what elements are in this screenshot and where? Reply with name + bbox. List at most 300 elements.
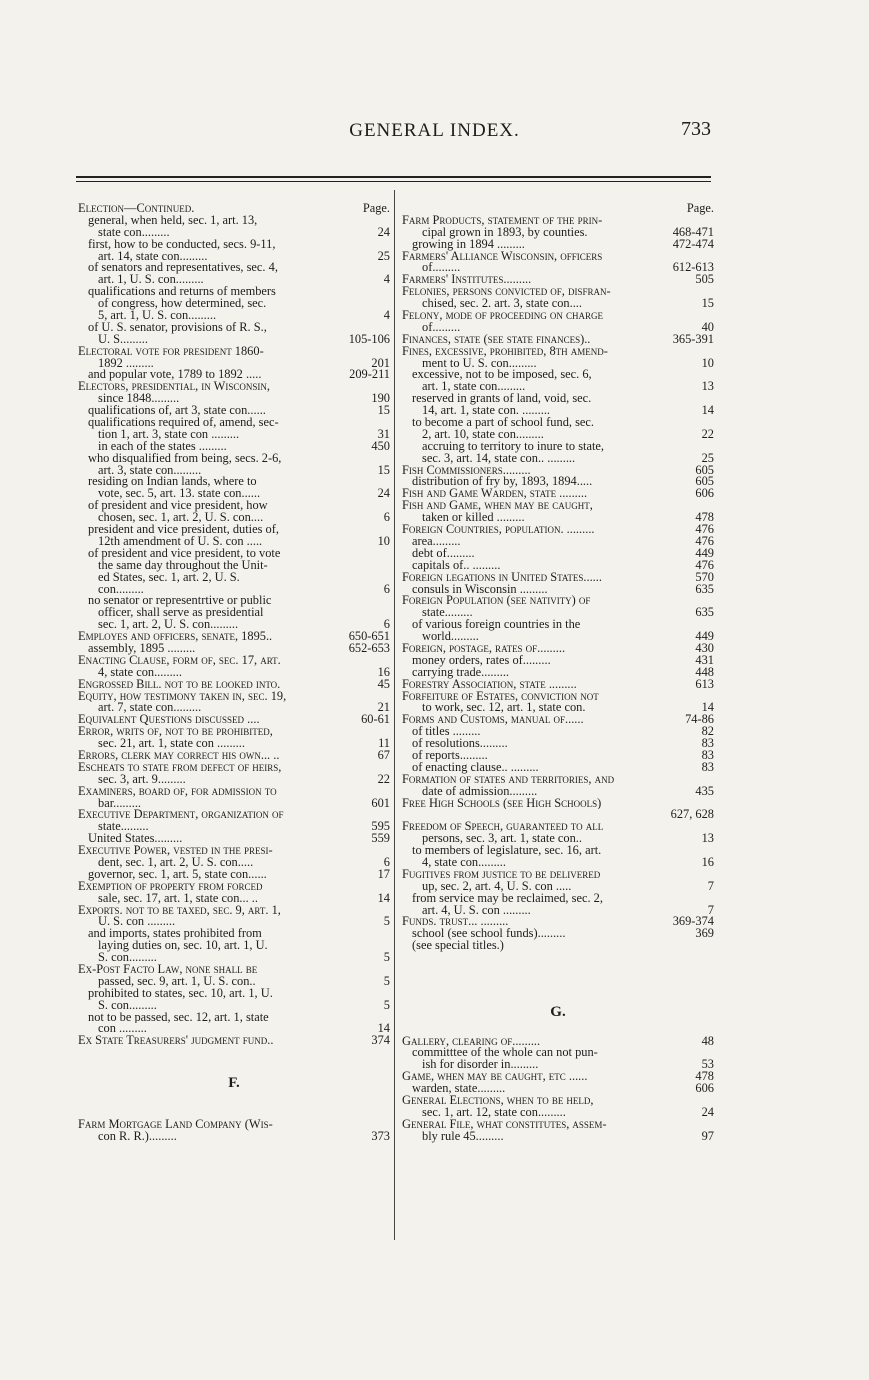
index-entry-line [402, 1107, 714, 1119]
index-entry-text: and popular vote, 1789 to 1892 ..... [88, 369, 262, 382]
index-entry-text: Felony, mode of proceeding on charge [402, 310, 603, 322]
index-entry-line [78, 405, 390, 417]
index-entry-text: art. 7, state con......... [98, 702, 202, 715]
index-entry-text: Fines, excessive, prohibited, 8th amend- [402, 345, 608, 358]
index-entry-line [402, 286, 714, 298]
index-entry-line [78, 560, 390, 572]
index-entry-line [78, 465, 390, 477]
index-entry-line [402, 809, 714, 821]
index-entry-line [402, 928, 714, 940]
index-entry-line [402, 667, 714, 679]
index-entry-text: up, sec. 2, art. 4, U. S. con ..... [422, 880, 572, 893]
index-entry-page: 15 [375, 465, 390, 477]
index-entry-line [402, 465, 714, 477]
index-entry-line [402, 251, 714, 263]
index-entry-page: 570 [692, 572, 714, 584]
index-entry-page: 15 [375, 405, 390, 417]
index-entry-line [402, 916, 714, 928]
index-entry-line [402, 476, 714, 488]
index-entry-text: warden, state......... [412, 1083, 506, 1096]
index-entry-line [402, 679, 714, 691]
index-entry-line [402, 726, 714, 738]
index-entry-line [402, 369, 714, 381]
index-entry-line [402, 905, 714, 917]
index-entry-text: Farmers' Alliance Wisconsin, officers [402, 250, 603, 263]
index-entry-page: 373 [368, 1131, 390, 1143]
index-entry-page: 22 [699, 429, 714, 441]
index-entry-text: Executive Department, organization of [78, 809, 284, 822]
index-entry-text: art. 1, state con......... [422, 381, 526, 394]
index-entry-line [402, 845, 714, 857]
index-entry-text: Farmers' Institutes......... [402, 274, 532, 287]
index-entry-text: chised, sec. 2. art. 3, state con.... [422, 298, 582, 311]
index-entry-text: and imports, states prohibited from [88, 928, 262, 941]
index-entry-page: 605 [692, 476, 714, 488]
index-entry-page: 505 [692, 274, 714, 286]
index-entry-text: Foreign Countries, population. ......... [402, 524, 595, 536]
index-entry-line [78, 798, 390, 810]
index-entry-text: S. con......... [98, 952, 157, 964]
index-entry-text: of titles ......... [412, 726, 481, 739]
index-entry-text: Funds. trust... ......... [402, 916, 509, 929]
index-entry-text: state con......... [98, 226, 170, 239]
index-entry-text: of reports......... [412, 749, 488, 762]
index-entry-text: Electors, presidential, in Wisconsin, [78, 381, 270, 394]
index-entry-text: excessive, not to be imposed, sec. 6, [412, 369, 592, 382]
index-entry-page: 24 [375, 488, 390, 500]
index-entry-line [78, 1023, 390, 1035]
index-entry-text: not to be passed, sec. 12, art. 1, state [88, 1011, 269, 1024]
index-entry-page: 13 [699, 833, 714, 845]
index-entry-text: sec. 3, art. 9......... [98, 773, 186, 786]
index-entry-page: 22 [375, 774, 390, 786]
index-entry-text: residing on Indian lands, where to [88, 476, 257, 489]
index-entry-line [78, 381, 390, 393]
index-entry-text: who disqualified from being, secs. 2-6, [88, 452, 282, 465]
index-entry-line [402, 310, 714, 322]
index-entry-line [402, 643, 714, 655]
index-entry-line [402, 821, 714, 833]
index-entry-text: Examiners, board of, for admission to [78, 785, 277, 798]
index-entry-text: reserved in grants of land, void, sec. [412, 393, 592, 406]
index-entry-page: 435 [692, 786, 714, 798]
index-entry-page: 449 [692, 548, 714, 560]
index-entry-text: Ex State Treasurers' judgment fund.. [78, 1035, 274, 1048]
index-entry-line [78, 738, 390, 750]
index-entry-line [402, 869, 714, 881]
index-entry-line [78, 417, 390, 429]
index-entry-text: qualifications required of, amend, sec- [88, 417, 279, 429]
index-entry-line [402, 584, 714, 596]
index-entry-text: art. 1, U. S. con......... [98, 274, 204, 287]
index-entry-line [78, 369, 390, 381]
index-entry-line [78, 1035, 390, 1047]
index-entry-text: ment to U. S. con......... [422, 357, 537, 370]
index-entry-page: 13 [699, 381, 714, 393]
index-entry-line [78, 952, 390, 964]
index-entry-text: officer, shall serve as presidential [98, 607, 264, 620]
index-entry-line [78, 691, 390, 703]
index-entry-text: Farm Mortgage Land Company (Wis- [78, 1118, 273, 1131]
index-entry-text: money orders, rates of......... [412, 654, 551, 667]
index-entry-text: of......... [422, 321, 461, 334]
index-entry-line [78, 548, 390, 560]
index-entry-line [402, 1095, 714, 1107]
index-entry-page: 14 [699, 405, 714, 417]
index-entry-page: 25 [699, 453, 714, 465]
index-entry-page: 476 [692, 524, 714, 536]
index-entry-line [402, 857, 714, 869]
index-entry-line [402, 488, 714, 500]
index-entry-line [78, 393, 390, 405]
index-entry-page: 74-86 [682, 714, 714, 726]
index-entry-page: 374 [368, 1035, 390, 1047]
index-entry-text: to become a part of school fund, sec. [412, 417, 595, 429]
index-entry-page: 595 [368, 821, 390, 833]
index-entry-page: 7 [705, 905, 714, 917]
index-entry-text: Foreign, postage, rates of......... [402, 642, 566, 655]
index-entry-text: vote, sec. 5, art. 13. state con...... [98, 488, 261, 501]
spacer [78, 1107, 390, 1119]
page-header-title: GENERAL INDEX. [349, 120, 520, 141]
index-entry-line [402, 536, 714, 548]
index-entry-line [78, 441, 390, 453]
index-entry-text: Foreign Population (see nativity) of [402, 595, 591, 608]
index-entry-text: cipal grown in 1893, by counties. [422, 226, 588, 239]
index-entry-line [402, 833, 714, 845]
index-entry-line [78, 239, 390, 251]
index-entry-text: Fish and Game Warden, state ......... [402, 488, 588, 501]
index-entry-text: ish for disorder in......... [422, 1059, 539, 1072]
index-entry-text: in each of the states ......... [98, 440, 227, 453]
index-entry-line [78, 298, 390, 310]
index-entry-line [402, 1047, 714, 1059]
index-entry-line [402, 560, 714, 572]
index-column-right [402, 203, 714, 1143]
index-entry-line [78, 845, 390, 857]
index-entry-text: Forfeiture of Estates, conviction not [402, 690, 599, 703]
index-entry-text: state......... [422, 607, 473, 620]
index-entry-text: Engrossed Bill. not to be looked into. [78, 678, 281, 691]
index-entry-text: of president and vice president, to vote [88, 547, 281, 560]
index-entry-text: sec. 1, art. 2, U. S. con......... [98, 619, 239, 632]
index-entry-text: distribution of fry by, 1893, 1894..... [412, 476, 593, 489]
index-entry-line [78, 334, 390, 346]
index-entry-text: growing in 1894 ......... [412, 238, 525, 251]
index-entry-line [402, 441, 714, 453]
index-entry-page: 21 [375, 702, 390, 714]
index-entry-text: laying duties on, sec. 10, art. 1, U. [98, 940, 268, 953]
index-entry-line [78, 215, 390, 227]
index-entry-text: General File, what constitutes, assem- [402, 1118, 607, 1131]
index-entry-line [402, 1131, 714, 1143]
index-entry-line [78, 869, 390, 881]
index-entry-page: 11 [375, 738, 390, 750]
index-entry-line [402, 714, 714, 726]
index-entry-page: 559 [368, 833, 390, 845]
index-entry-text: 4, state con......... [422, 856, 506, 869]
index-entry-line [402, 393, 714, 405]
index-entry-line [78, 346, 390, 358]
index-entry-line [402, 655, 714, 667]
index-entry-page: 15 [699, 298, 714, 310]
index-entry-line [402, 453, 714, 465]
index-entry-page: 430 [692, 643, 714, 655]
index-entry-text: area......... [412, 535, 461, 548]
index-entry-line [402, 572, 714, 584]
index-entry-text: Freedom of Speech, guaranteed to all [402, 821, 604, 834]
index-entry-text: Election—Continued. [78, 203, 195, 215]
index-entry-line [78, 500, 390, 512]
index-entry-page: 24 [375, 227, 390, 239]
index-entry-page: 7 [705, 881, 714, 893]
index-entry-line [78, 631, 390, 643]
index-entry-page: 10 [375, 536, 390, 548]
index-entry-text: Exemption of property from forced [78, 880, 263, 893]
index-entry-line [402, 417, 714, 429]
index-entry-page: 635 [692, 607, 714, 619]
index-entry-page: 468-471 [670, 227, 714, 239]
index-entry-text: art. 4, U. S. con ......... [422, 904, 531, 917]
index-entry-page: 601 [368, 798, 390, 810]
index-entry-page: 5 [381, 916, 390, 928]
index-entry-text: 12th amendment of U. S. con ..... [98, 535, 263, 548]
index-entry-text: committtee of the whole can not pun- [412, 1047, 598, 1060]
index-entry-line [78, 536, 390, 548]
index-entry-line [402, 524, 714, 536]
index-entry-line [402, 262, 714, 274]
index-entry-text: of senators and representatives, sec. 4, [88, 262, 278, 275]
index-entry-line [78, 833, 390, 845]
index-entry-page: 83 [699, 750, 714, 762]
index-entry-page: 105-106 [346, 334, 390, 346]
index-entry-page: 48 [699, 1036, 714, 1048]
index-entry-line [402, 334, 714, 346]
index-entry-line [78, 881, 390, 893]
section-letter-heading: G. [550, 1003, 566, 1020]
index-entry-text: Forestry Association, state ......... [402, 678, 577, 691]
index-entry-text: of congress, how determined, sec. [98, 298, 267, 311]
index-entry-line [402, 738, 714, 750]
index-entry-line [402, 429, 714, 441]
index-entry-line [78, 679, 390, 691]
spacer [78, 1095, 390, 1107]
index-entry-line [402, 774, 714, 786]
index-entry-line [78, 857, 390, 869]
index-entry-line [78, 453, 390, 465]
index-entry-text: 5, art. 1, U. S. con......... [98, 310, 217, 322]
index-entry-page: 201 [368, 358, 390, 370]
page-number: 733 [681, 118, 711, 140]
index-entry-line [402, 274, 714, 286]
index-entry-text: consuls in Wisconsin ......... [412, 583, 548, 596]
index-entry-text: U. S. con ......... [98, 916, 176, 929]
index-entry-text: world......... [422, 631, 479, 643]
index-entry-line [402, 631, 714, 643]
index-entry-page: 24 [699, 1107, 714, 1119]
index-entry-text: no senator or representrtive or public [88, 595, 272, 608]
index-entry-page: 606 [692, 1083, 714, 1095]
index-entry-text: school (see school funds)......... [412, 928, 566, 941]
index-entry-text: Error, writs of, not to be prohibited, [78, 726, 273, 739]
index-entry-line [78, 940, 390, 952]
index-entry-page: 190 [368, 393, 390, 405]
index-entry-text: to members of legislature, sec. 16, art. [412, 845, 602, 857]
index-entry-line [78, 1131, 390, 1143]
index-entry-text: Fish Commissioners......... [402, 464, 531, 477]
index-entry-line [78, 262, 390, 274]
index-entry-text: assembly, 1895 ......... [88, 642, 196, 655]
index-entry-line [402, 786, 714, 798]
index-entry-text: debt of......... [412, 547, 475, 560]
index-entry-text: United States......... [88, 833, 183, 846]
index-entry-text: from service may be reclaimed, sec. 2, [412, 892, 603, 905]
index-entry-page: 478 [692, 512, 714, 524]
index-entry-text: Foreign legations in United States...... [402, 571, 602, 584]
index-entry-page: 635 [692, 584, 714, 596]
index-entry-text: Farm Products, statement of the prin- [402, 214, 603, 227]
index-entry-text: qualifications of, art 3, state con...... [88, 405, 266, 418]
index-entry-text: of president and vice president, how [88, 500, 268, 513]
index-entry-text: taken or killed ......... [422, 512, 525, 525]
index-entry-line [402, 798, 714, 810]
index-entry-page: 82 [699, 726, 714, 738]
index-entry-line [78, 607, 390, 619]
index-entry-line [402, 298, 714, 310]
index-entry-text: chosen, sec. 1, art. 2, U. S. con.... [98, 512, 264, 525]
index-entry-page: 14 [375, 1023, 390, 1035]
index-entry-text: Game, when may be caught, etc ...... [402, 1071, 588, 1084]
index-entry-line [78, 702, 390, 714]
index-entry-text: Equity, how testimony taken in, sec. 19, [78, 690, 287, 703]
index-entry-page: 6 [381, 857, 390, 869]
index-entry-line [78, 988, 390, 1000]
index-entry-text: passed, sec. 9, art. 1, U. S. con.. [98, 975, 256, 988]
index-entry-text: first, how to be conducted, secs. 9-11, [88, 238, 276, 251]
index-entry-text: sec. 21, art. 1, state con ......... [98, 738, 245, 750]
spacer [402, 964, 714, 976]
index-entry-text: S. con......... [98, 999, 157, 1012]
index-entry-text: con R. R.)......... [98, 1130, 177, 1143]
index-entry-line [402, 881, 714, 893]
index-entry-line [402, 762, 714, 774]
index-entry-line [78, 572, 390, 584]
spacer [402, 952, 714, 964]
index-entry-page: 5 [381, 952, 390, 964]
index-entry-text: Ex-Post Facto Law, none shall be [78, 964, 258, 976]
index-entry-page: 83 [699, 738, 714, 750]
index-entry-text: 14, art. 1, state con. ......... [422, 405, 551, 418]
index-entry-text: persons, sec. 3, art. 1, state con.. [422, 833, 583, 846]
index-entry-page: 6 [381, 619, 390, 631]
index-entry-text: Fish and Game, when may be caught, [402, 500, 593, 513]
index-entry-line [78, 643, 390, 655]
index-entry-line [78, 358, 390, 370]
index-entry-line [78, 429, 390, 441]
index-entry-text: Electoral vote for president 1860- [78, 345, 264, 358]
index-column-left [78, 203, 390, 1143]
index-entry-text: of......... [422, 262, 461, 275]
spacer [402, 1024, 714, 1036]
index-entry-line [78, 821, 390, 833]
index-entry-line [402, 595, 714, 607]
index-entry-line [78, 976, 390, 988]
index-entry-page: 478 [692, 1071, 714, 1083]
index-entry-page: 476 [692, 536, 714, 548]
section-letter-heading: F. [228, 1075, 240, 1092]
index-entry-line [402, 1083, 714, 1095]
index-entry-text: bly rule 45......... [422, 1130, 504, 1143]
index-entry-line [78, 310, 390, 322]
index-entry-line [402, 691, 714, 703]
index-entry-text: Free High Schools (see High Schools) [402, 797, 602, 810]
index-entry-text: Equivalent Questions discussed .... [78, 714, 260, 727]
index-entry-page: 17 [375, 869, 390, 881]
index-entry-page: 4 [381, 274, 390, 286]
index-entry-line [402, 405, 714, 417]
index-entry-line [402, 512, 714, 524]
index-entry-page: 16 [699, 857, 714, 869]
index-entry-text: since 1848......... [98, 393, 180, 406]
index-entry-line [78, 916, 390, 928]
index-entry-line [78, 809, 390, 821]
index-entry-page: 40 [699, 322, 714, 334]
index-entry-text: carrying trade......... [412, 666, 510, 679]
index-entry-page: 10 [699, 358, 714, 370]
index-entry-text: qualifications and returns of members [88, 286, 276, 299]
index-entry-page: 6 [381, 584, 390, 596]
index-entry-page: 449 [692, 631, 714, 643]
index-entry-line [78, 227, 390, 239]
index-entry-page: 45 [375, 679, 390, 691]
index-entry-text: 1892 ......... [98, 357, 154, 370]
index-entry-text: Finances, state (see state finances).. [402, 333, 591, 346]
index-entry-text: dent, sec. 1, art. 2, U. S. con..... [98, 856, 254, 869]
index-entry-line [402, 346, 714, 358]
index-entry-page: 650-651 [346, 631, 390, 643]
index-entry-text: Fugitives from justice to be delivered [402, 868, 601, 881]
index-entry-text: of resolutions......... [412, 738, 508, 750]
index-entry-line [402, 1071, 714, 1083]
index-entry-text: Exports. not to be taxed, sec. 9, art. 1, [78, 904, 281, 917]
index-entry-line [402, 619, 714, 631]
header-rule-thin [76, 181, 711, 182]
index-entry-text: sec. 1, art. 12, state con......... [422, 1106, 566, 1119]
index-entry-page: 97 [699, 1131, 714, 1143]
index-entry-page: 448 [692, 667, 714, 679]
index-entry-page: 369-374 [670, 916, 714, 928]
spacer [402, 988, 714, 1000]
index-entry-page: 67 [375, 750, 390, 762]
index-entry-line [78, 726, 390, 738]
index-entry-page: 627, 628 [668, 809, 714, 821]
index-entry-text: governor, sec. 1, art. 5, state con...... [88, 868, 267, 881]
index-entry-text: bar......... [98, 797, 142, 810]
index-entry-text: Forms and Customs, manual of...... [402, 714, 584, 727]
index-entry-text: General Elections, when to be held, [402, 1095, 594, 1107]
index-entry-page: 209-211 [346, 369, 390, 381]
index-entry-page: 613 [692, 679, 714, 691]
index-entry-text: state......... [98, 821, 149, 834]
index-entry-line [402, 500, 714, 512]
index-entry-text: ed States, sec. 1, art. 2, U. S. [98, 571, 240, 584]
index-entry-page: 365-391 [670, 334, 714, 346]
index-entry-page: 5 [381, 976, 390, 988]
index-entry-line [78, 619, 390, 631]
index-entry-line [78, 274, 390, 286]
index-entry-text: Felonies, persons convicted of, disfran- [402, 286, 611, 299]
index-entry-line [402, 1119, 714, 1131]
